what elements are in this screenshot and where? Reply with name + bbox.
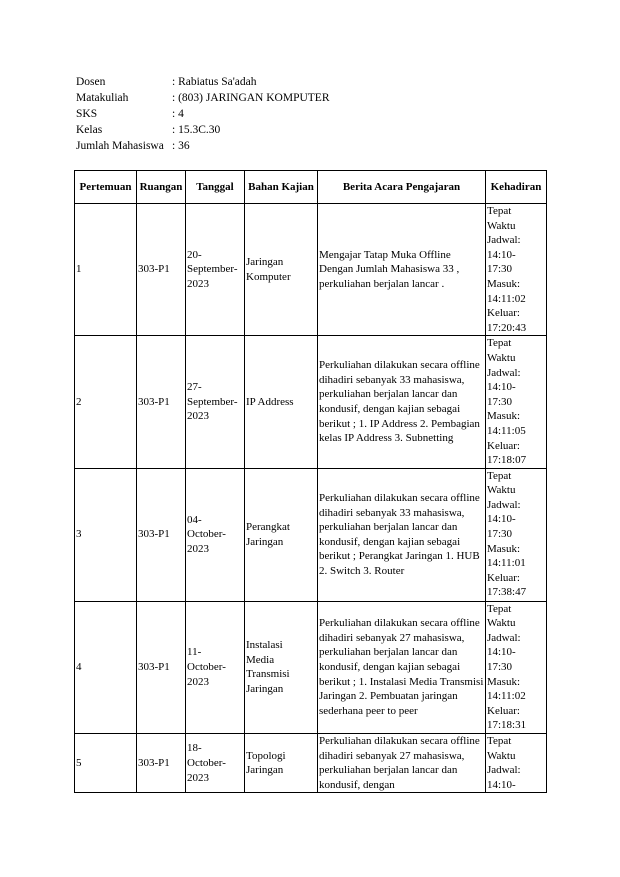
cell-tanggal — [186, 734, 245, 793]
header-kehadiran: Kehadiran — [486, 171, 547, 204]
header-bahan-kajian-text: Bahan Kajian — [248, 180, 314, 193]
cell-tanggal-text: 04- October- 2023 — [187, 513, 226, 555]
table-row — [75, 468, 547, 601]
cell-bahan-text: Topologi Jaringan — [246, 749, 286, 777]
header-berita-acara: Berita Acara Pengajaran — [318, 171, 486, 204]
table-row — [75, 601, 547, 733]
cell-bahan-text: IP Address — [246, 395, 294, 408]
matakuliah-label: Matakuliah — [76, 92, 129, 104]
cell-tanggal-text: 11- October- 2023 — [187, 646, 226, 688]
cell-pertemuan: 4 — [75, 601, 137, 733]
cell-pertemuan: 5 — [75, 734, 137, 793]
cell-tanggal-text: 27- September- 2023 — [187, 381, 238, 423]
cell-bahan-text: Jaringan Komputer — [246, 256, 291, 283]
jumlah-value: : 36 — [172, 140, 190, 152]
cell-kehadiran-text: Tepat Waktu Jadwal: 14:10- 17:30 Masuk: 14:11:05 Keluar: 17:18:07 — [487, 337, 527, 467]
cell-kehadiran-text: Tepat Waktu Jadwal: 14:10- 17:30 Masuk: 14:11:01 Keluar: 17:38:47 — [487, 469, 527, 599]
course-info — [76, 74, 330, 154]
cell-ruangan: 303-P1 — [137, 468, 186, 601]
cell-ruangan: 303-P1 — [137, 734, 186, 793]
cell-kehadiran-text: Tepat Waktu Jadwal: 14:10- 17:30 Masuk: 14:11:02 Keluar: 17:18:31 — [487, 602, 527, 732]
cell-kehadiran-text: Tepat Waktu Jadwal: 14:10- 17:30 Masuk: 14:11:02 Keluar: 17:20:43 — [487, 205, 527, 334]
cell-ruangan: 303-P1 — [137, 204, 186, 336]
dosen-value: : Rabiatus Sa'adah — [172, 76, 257, 88]
cell-kehadiran — [486, 336, 547, 468]
cell-bahan — [245, 734, 318, 793]
cell-bahan — [245, 336, 318, 468]
cell-berita: Mengajar Tatap Muka Offline Dengan Jumlah Mahasiswa 33 , perkuliahan berjalan lancar . — [318, 204, 486, 336]
cell-bahan — [245, 204, 318, 336]
sks-row — [76, 106, 330, 122]
cell-pertemuan: 2 — [75, 336, 137, 468]
kelas-label: Kelas — [76, 124, 103, 136]
kelas-row — [76, 122, 330, 138]
sks-value: : 4 — [172, 108, 184, 120]
attendance-table — [74, 170, 547, 793]
cell-tanggal — [186, 204, 245, 336]
cell-tanggal-text: 18- October- 2023 — [187, 742, 226, 784]
header-ruangan: Ruangan — [137, 171, 186, 204]
cell-kehadiran — [486, 468, 547, 601]
table-header-row — [75, 171, 547, 204]
header-bahan-kajian — [245, 171, 318, 204]
jumlah-label: Jumlah Mahasiswa — [76, 140, 164, 152]
cell-tanggal-text: 20- September- 2023 — [187, 248, 238, 290]
cell-berita: Perkuliahan dilakukan secara offline dihadiri sebanyak 27 mahasiswa, perkuliahan berjalan lancar dan kondusif, dengan — [318, 734, 486, 793]
cell-kehadiran — [486, 204, 547, 336]
cell-ruangan: 303-P1 — [137, 601, 186, 733]
cell-berita: Perkuliahan dilakukan secara offline dihadiri sebanyak 33 mahasiswa, perkuliahan berjalan lancar dan kondusif, dengan kajian sebagai berikut ; Perangkat Jaringan 1. HUB 2. Switch 3. Router — [318, 468, 486, 601]
header-tanggal: Tanggal — [186, 171, 245, 204]
table-row — [75, 204, 547, 336]
cell-tanggal — [186, 336, 245, 468]
cell-pertemuan: 1 — [75, 204, 137, 336]
cell-tanggal — [186, 468, 245, 601]
cell-kehadiran — [486, 734, 547, 793]
sks-label: SKS — [76, 108, 98, 120]
cell-kehadiran-text: Tepat Waktu Jadwal: 14:10- — [487, 735, 521, 791]
cell-bahan-text: Instalasi Media Transmisi Jaringan — [246, 639, 290, 695]
cell-bahan — [245, 601, 318, 733]
table-row — [75, 336, 547, 468]
cell-bahan-text: Perangkat Jaringan — [246, 521, 290, 548]
matakuliah-value: : (803) JARINGAN KOMPUTER — [172, 92, 330, 104]
dosen-row — [76, 74, 330, 90]
kelas-value: : 15.3C.30 — [172, 124, 221, 136]
header-pertemuan: Pertemuan — [75, 171, 137, 204]
dosen-label: Dosen — [76, 76, 106, 88]
jumlah-row — [76, 138, 330, 154]
cell-bahan — [245, 468, 318, 601]
cell-pertemuan: 3 — [75, 468, 137, 601]
cell-ruangan: 303-P1 — [137, 336, 186, 468]
matakuliah-row — [76, 90, 330, 106]
cell-berita: Perkuliahan dilakukan secara offline dihadiri sebanyak 33 mahasiswa, perkuliahan berjalan lancar dan kondusif, dengan kajian sebagai berikut ; 1. IP Address 2. Pembagian kelas IP Address 3. Subnetting — [318, 336, 486, 468]
cell-berita: Perkuliahan dilakukan secara offline dihadiri sebanyak 27 mahasiswa, perkuliahan berjalan lancar dan kondusif, dengan kajian sebagai berikut ; 1. Instalasi Media Transmisi Jaringan 2. Pembuatan jaringan sederhana peer to peer — [318, 601, 486, 733]
table-row — [75, 734, 547, 793]
cell-tanggal — [186, 601, 245, 733]
cell-kehadiran — [486, 601, 547, 733]
